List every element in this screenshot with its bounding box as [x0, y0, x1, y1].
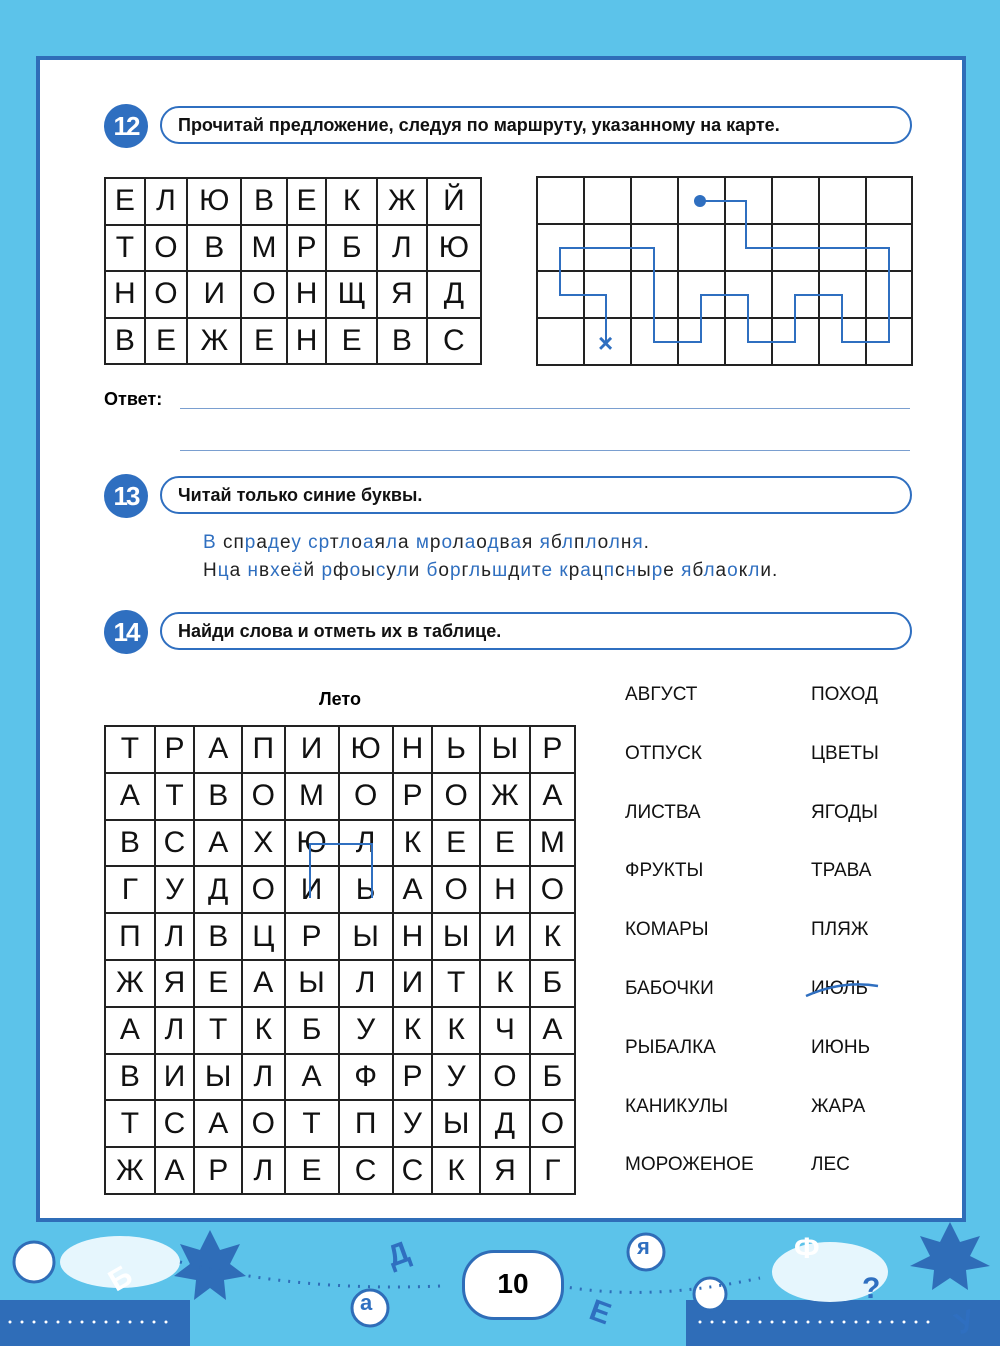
letter-cell[interactable]: Л — [145, 178, 188, 225]
word-search-cell[interactable]: К — [393, 820, 433, 867]
letter-cell[interactable]: К — [326, 178, 377, 225]
deco-letter-8: ? — [862, 1272, 881, 1305]
word-item: ТРАВА — [811, 860, 872, 882]
letter-segment: о — [597, 532, 609, 553]
letter-segment: л — [385, 532, 398, 553]
letter-segment: и — [520, 560, 533, 581]
letter-segment: о — [438, 560, 450, 581]
word-search-cell[interactable]: М — [530, 820, 575, 867]
letter-cell[interactable]: О — [241, 271, 286, 318]
word-search-cell[interactable]: Н — [480, 866, 530, 913]
letter-segment: В — [203, 532, 217, 553]
letter-cell[interactable]: Щ — [326, 271, 377, 318]
word-search-cell[interactable]: У — [339, 1007, 393, 1054]
word-search-cell[interactable]: И — [285, 726, 339, 773]
strike-through-example — [802, 976, 882, 1000]
letter-segment: р — [651, 560, 664, 581]
word-item: ПЛЯЖ — [811, 919, 869, 941]
letter-segment: р — [321, 560, 334, 581]
letter-cell[interactable]: Н — [287, 318, 327, 365]
letter-segment: л — [585, 532, 598, 553]
word-search-cell[interactable]: Л — [242, 1054, 284, 1101]
deco-letter-4: я — [637, 1234, 650, 1259]
letter-segment: в — [499, 532, 511, 553]
letter-segment: и — [408, 560, 421, 581]
word-search-cell[interactable]: Г — [530, 1147, 575, 1194]
word-search-cell[interactable]: Т — [194, 1007, 242, 1054]
word-search-cell[interactable]: Р — [194, 1147, 242, 1194]
word-search-cell[interactable]: Ц — [242, 913, 284, 960]
task-14-word-search-grid — [104, 725, 576, 1195]
word-search-cell[interactable]: А — [105, 1007, 155, 1054]
word-search-cell[interactable]: Е — [432, 820, 480, 867]
word-item: КАНИКУЛЫ — [625, 1095, 729, 1117]
word-search-cell[interactable]: Х — [242, 820, 284, 867]
letter-segment: а — [229, 560, 242, 581]
letter-segment: к — [738, 560, 749, 581]
word-item: МОРОЖЕНОЕ — [625, 1154, 754, 1176]
letter-cell[interactable]: Ю — [187, 178, 241, 225]
letter-cell[interactable]: В — [241, 178, 286, 225]
word-search-cell[interactable]: Р — [285, 913, 339, 960]
word-search-cell[interactable]: Г — [105, 866, 155, 913]
word-search-cell[interactable]: Ы — [432, 1100, 480, 1147]
word-search-cell[interactable]: Л — [155, 913, 195, 960]
letter-segment: й — [303, 560, 316, 581]
task-14-instruction: Найди слова и отметь их в таблице. — [160, 612, 912, 650]
letter-segment: а — [363, 532, 375, 553]
word-item: КОМАРЫ — [625, 919, 709, 941]
letter-segment: к — [559, 560, 569, 581]
letter-segment: л — [452, 532, 465, 553]
word-search-cell[interactable]: О — [432, 773, 480, 820]
word-search-cell[interactable]: А — [285, 1054, 339, 1101]
word-item: ЖАРА — [811, 1095, 866, 1117]
word-item: АВГУСТ — [625, 684, 698, 705]
task-12-number: 12 — [104, 104, 148, 148]
letter-segment: и — [760, 560, 772, 581]
letter-segment: л — [469, 560, 482, 581]
letter-segment: а — [715, 560, 728, 581]
word-search-cell[interactable]: Л — [339, 820, 393, 867]
deco-letter-7: У — [950, 1303, 980, 1342]
word-item: ЦВЕТЫ — [811, 742, 879, 764]
letter-segment: р — [244, 532, 257, 553]
letter-segment: о — [351, 532, 363, 553]
letter-segment: о — [349, 560, 362, 581]
letter-cell[interactable]: Д — [427, 271, 481, 318]
word-item: ЯГОДЫ — [811, 801, 878, 823]
word-search-cell[interactable]: Л — [242, 1147, 284, 1194]
word-item: ОТПУСК — [625, 742, 702, 764]
letter-segment: т — [329, 532, 340, 553]
word-search-cell[interactable]: В — [105, 820, 155, 867]
letter-segment: а — [397, 532, 410, 553]
word-search-cell[interactable]: Т — [155, 773, 195, 820]
word-search-cell[interactable]: О — [530, 866, 575, 913]
letter-segment: п — [603, 560, 616, 581]
letter-segment: л — [396, 560, 409, 581]
letter-segment: р — [429, 532, 442, 553]
letter-segment: г — [461, 560, 470, 581]
word-search-cell[interactable]: Ы — [480, 726, 530, 773]
letter-segment: д — [508, 560, 521, 581]
letter-segment: н — [625, 560, 638, 581]
letter-cell[interactable]: Н — [287, 271, 327, 318]
letter-segment: ы — [637, 560, 652, 581]
deco-letter-2: Д — [382, 1235, 415, 1274]
letter-segment: а — [464, 532, 477, 553]
word-search-cell[interactable]: Ж — [480, 773, 530, 820]
letter-segment: с — [615, 560, 626, 581]
letter-segment: ц — [591, 560, 604, 581]
word-search-cell[interactable]: П — [242, 726, 284, 773]
word-search-cell[interactable]: Ь — [432, 726, 480, 773]
letter-segment: . — [771, 560, 779, 581]
letter-cell[interactable]: Я — [377, 271, 427, 318]
word-search-cell[interactable]: А — [242, 960, 284, 1007]
letter-segment: д — [267, 532, 281, 553]
letter-segment: я — [681, 560, 693, 581]
letter-segment: л — [608, 532, 621, 553]
letter-segment: ф — [333, 560, 350, 581]
word-search-cell[interactable]: Р — [155, 726, 195, 773]
task-14-number: 14 — [104, 610, 148, 654]
letter-segment: д — [487, 532, 500, 553]
word-search-cell[interactable]: Б — [285, 1007, 339, 1054]
word-search-cell[interactable]: П — [339, 1100, 393, 1147]
word-search-cell[interactable]: К — [242, 1007, 284, 1054]
letter-cell[interactable]: И — [187, 271, 241, 318]
task-12-instruction: Прочитай предложение, следуя по маршруту, указанному на карте. — [160, 106, 912, 144]
word-search-cell[interactable]: У — [155, 866, 195, 913]
deco-letter-6: Ф — [794, 1232, 820, 1265]
word-search-cell[interactable]: К — [530, 913, 575, 960]
word-search-cell[interactable]: К — [432, 1007, 480, 1054]
example-highlight — [300, 836, 390, 906]
word-search-cell[interactable]: У — [432, 1054, 480, 1101]
letter-cell[interactable]: Т — [105, 225, 145, 272]
deco-letter-3: а — [360, 1290, 373, 1315]
letter-segment: л — [748, 560, 761, 581]
letter-segment: ц — [217, 560, 230, 581]
letter-cell[interactable]: Н — [105, 271, 145, 318]
word-item: ПОХОД — [811, 684, 878, 705]
answer-line-1[interactable] — [180, 408, 910, 409]
letter-cell[interactable]: Р — [287, 225, 327, 272]
word-search-cell[interactable]: Ь — [339, 866, 393, 913]
letter-cell[interactable]: Ю — [427, 225, 481, 272]
word-search-cell[interactable]: Д — [194, 866, 242, 913]
letter-segment: б — [426, 560, 439, 581]
letter-segment: р — [449, 560, 462, 581]
word-search-cell[interactable]: Ф — [339, 1054, 393, 1101]
letter-cell[interactable]: Е — [145, 318, 188, 365]
word-search-cell[interactable]: В — [194, 913, 242, 960]
letter-segment: е — [280, 560, 292, 581]
letter-cell[interactable]: С — [427, 318, 481, 365]
letter-segment: ср — [308, 532, 330, 553]
letter-cell[interactable]: В — [105, 318, 145, 365]
word-item: ИЮЛЬ — [811, 978, 868, 999]
word-search-cell[interactable]: Т — [285, 1100, 339, 1147]
letter-segment: я — [374, 532, 386, 553]
word-search-cell[interactable]: Д — [480, 1100, 530, 1147]
word-item: ЛЕС — [811, 1154, 850, 1176]
grid-title: Лето — [319, 689, 361, 709]
word-search-cell[interactable]: М — [285, 773, 339, 820]
letter-cell[interactable]: О — [145, 271, 188, 318]
letter-cell[interactable]: Е — [287, 178, 327, 225]
letter-segment: е — [280, 532, 292, 553]
word-search-cell[interactable]: Е — [285, 1147, 339, 1194]
word-search-cell[interactable]: А — [393, 866, 433, 913]
word-search-cell[interactable]: И — [285, 866, 339, 913]
word-search-cell[interactable]: Ы — [194, 1054, 242, 1101]
word-search-cell[interactable]: О — [339, 773, 393, 820]
letter-segment: я — [522, 532, 534, 553]
word-search-cell[interactable]: Т — [105, 1100, 155, 1147]
word-search-cell[interactable]: Ю — [339, 726, 393, 773]
letter-segment: ш — [492, 560, 509, 581]
word-search-cell[interactable]: А — [530, 1007, 575, 1054]
letter-segment: Н — [203, 560, 218, 581]
word-search-cell[interactable]: В — [105, 1054, 155, 1101]
word-search-cell[interactable]: А — [194, 726, 242, 773]
word-search-cell[interactable]: К — [393, 1007, 433, 1054]
word-search-cell[interactable]: В — [194, 773, 242, 820]
letter-segment: н — [620, 532, 633, 553]
word-search-cell[interactable]: С — [155, 820, 195, 867]
word-search-cell[interactable]: А — [530, 773, 575, 820]
word-search-cell[interactable]: С — [393, 1147, 433, 1194]
deco-letter-5: Е — [585, 1293, 616, 1332]
word-search-cell[interactable]: И — [393, 960, 433, 1007]
letter-cell[interactable]: Ж — [377, 178, 427, 225]
letter-segment: х — [270, 560, 281, 581]
word-search-cell[interactable]: Л — [339, 960, 393, 1007]
letter-segment: е — [663, 560, 675, 581]
word-search-cell[interactable]: Т — [432, 960, 480, 1007]
letter-segment: о — [727, 560, 739, 581]
letter-segment: б — [692, 560, 704, 581]
task-12-route-map — [536, 176, 914, 366]
word-search-cell[interactable]: Ы — [432, 913, 480, 960]
word-search-cell[interactable]: Ч — [480, 1007, 530, 1054]
word-search-cell[interactable]: О — [242, 1100, 284, 1147]
word-search-cell[interactable]: А — [194, 820, 242, 867]
letter-segment: о — [476, 532, 488, 553]
word-search-cell[interactable]: Ы — [285, 960, 339, 1007]
letter-cell[interactable]: В — [377, 318, 427, 365]
word-search-cell[interactable]: Я — [155, 960, 195, 1007]
word-search-cell[interactable]: О — [480, 1054, 530, 1101]
letter-segment: сп — [222, 532, 245, 553]
letter-segment: л — [561, 532, 575, 553]
word-search-cell[interactable]: П — [105, 913, 155, 960]
route-start-dot — [694, 195, 706, 207]
letter-segment: . — [643, 532, 650, 553]
letter-segment: л — [703, 560, 716, 581]
word-search-cell[interactable]: Ж — [105, 960, 155, 1007]
word-search-cell[interactable]: Е — [194, 960, 242, 1007]
letter-cell[interactable]: Ж — [187, 318, 241, 365]
letter-segment: у — [291, 532, 302, 553]
letter-segment: у — [386, 560, 397, 581]
word-search-cell[interactable]: У — [393, 1100, 433, 1147]
word-search-cell[interactable]: С — [155, 1100, 195, 1147]
word-search-cell[interactable]: Я — [480, 1147, 530, 1194]
page-number: 10 — [462, 1250, 564, 1320]
letter-segment: л — [339, 532, 352, 553]
word-search-cell[interactable]: С — [339, 1147, 393, 1194]
letter-segment: б — [550, 532, 562, 553]
letter-segment: р — [568, 560, 581, 581]
word-search-cell[interactable]: Б — [530, 960, 575, 1007]
deco-letter-1: Б — [102, 1258, 139, 1299]
task-13-line-2 — [203, 560, 778, 582]
word-search-cell[interactable]: К — [432, 1147, 480, 1194]
letter-cell[interactable]: Е — [326, 318, 377, 365]
word-search-cell[interactable]: Е — [480, 820, 530, 867]
word-search-cell[interactable]: Ы — [339, 913, 393, 960]
word-search-cell[interactable]: О — [530, 1100, 575, 1147]
word-search-cell[interactable]: О — [242, 773, 284, 820]
letter-cell[interactable]: Е — [241, 318, 286, 365]
word-search-cell[interactable]: О — [432, 866, 480, 913]
word-search-cell[interactable]: Т — [105, 726, 155, 773]
word-search-cell[interactable]: Р — [530, 726, 575, 773]
word-search-cell[interactable]: А — [194, 1100, 242, 1147]
word-search-cell[interactable]: И — [480, 913, 530, 960]
answer-line-2[interactable] — [180, 450, 910, 451]
letter-cell[interactable]: Л — [377, 225, 427, 272]
letter-segment: е — [541, 560, 554, 581]
word-search-cell[interactable]: Н — [393, 726, 433, 773]
word-item: РЫБАЛКА — [625, 1036, 716, 1058]
word-search-cell[interactable]: Л — [155, 1007, 195, 1054]
word-search-cell[interactable]: Р — [393, 773, 433, 820]
letter-segment: я — [539, 532, 551, 553]
letter-segment: ы — [361, 560, 376, 581]
letter-segment: в — [258, 560, 271, 581]
letter-cell[interactable]: О — [145, 225, 188, 272]
letter-segment: ь — [481, 560, 493, 581]
task-13-number: 13 — [104, 474, 148, 518]
letter-cell[interactable]: Й — [427, 178, 481, 225]
letter-segment: т — [532, 560, 542, 581]
letter-cell[interactable]: Б — [326, 225, 377, 272]
letter-cell[interactable]: Е — [105, 178, 145, 225]
word-search-cell[interactable]: Ю — [285, 820, 339, 867]
word-item: ФРУКТЫ — [625, 860, 704, 882]
answer-label: Ответ: — [104, 389, 163, 409]
word-search-cell[interactable]: Б — [530, 1054, 575, 1101]
word-search-cell[interactable]: К — [480, 960, 530, 1007]
task-13-instruction: Читай только синие буквы. — [160, 476, 912, 514]
word-item: БАБОЧКИ — [625, 978, 714, 999]
letter-segment: а — [510, 532, 523, 553]
letter-segment: н — [247, 560, 259, 581]
letter-segment: с — [375, 560, 387, 581]
route-end-mark: × — [598, 328, 614, 358]
word-search-cell[interactable]: Р — [393, 1054, 433, 1101]
letter-segment: я — [632, 532, 644, 553]
letter-segment: а — [256, 532, 268, 553]
letter-segment: а — [580, 560, 592, 581]
letter-cell[interactable]: М — [241, 225, 286, 272]
letter-cell[interactable]: В — [187, 225, 241, 272]
task-13-line-1 — [203, 532, 650, 554]
task-12-letter-grid — [104, 177, 482, 365]
letter-segment: п — [574, 532, 586, 553]
word-search-cell[interactable]: Ж — [105, 1147, 155, 1194]
word-item: ЛИСТВА — [625, 801, 701, 823]
word-search-cell[interactable]: И — [155, 1054, 195, 1101]
word-search-cell[interactable]: Н — [393, 913, 433, 960]
word-item: ИЮНЬ — [811, 1036, 871, 1058]
letter-segment: ё — [291, 560, 304, 581]
letter-segment: м — [415, 532, 430, 553]
word-search-cell[interactable]: О — [242, 866, 284, 913]
word-search-cell[interactable]: А — [105, 773, 155, 820]
letter-segment: о — [441, 532, 453, 553]
word-search-cell[interactable]: А — [155, 1147, 195, 1194]
